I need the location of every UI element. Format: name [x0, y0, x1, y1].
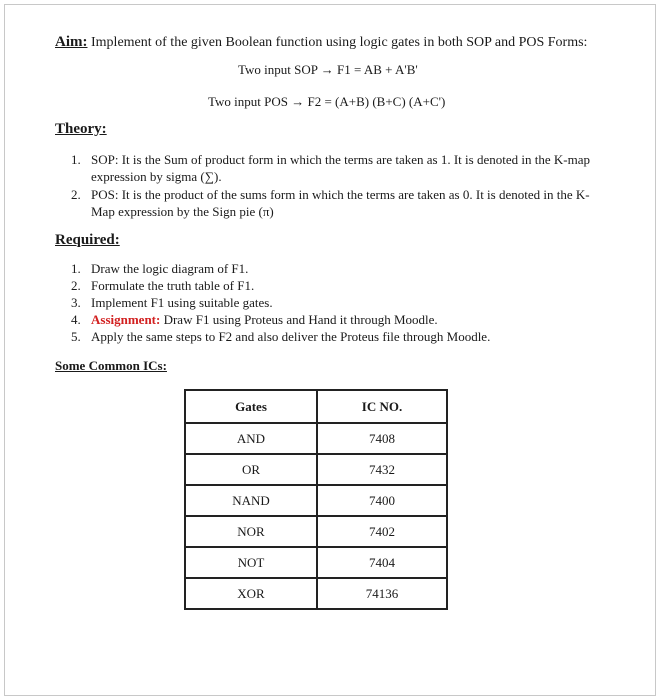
list-text: Implement F1 using suitable gates.: [91, 295, 273, 310]
gate-cell: NAND: [185, 485, 317, 516]
list-number: 2.: [71, 278, 81, 293]
ic-cell: 7404: [317, 547, 447, 578]
assignment-highlight: Assignment:: [91, 312, 161, 327]
theory-heading: Theory:: [55, 121, 107, 137]
table-row: [185, 547, 447, 578]
document-page: [4, 4, 656, 696]
ics-heading: Some Common ICs:: [55, 358, 167, 373]
aim-line: [55, 34, 587, 51]
column-header-gates: Gates: [185, 390, 317, 423]
list-text: POS: It is the product of the sums form in which the terms are taken as 0. It is denoted in the K-Map expression by the Sign pie (π): [91, 187, 590, 219]
gate-cell: NOT: [185, 547, 317, 578]
list-text: [91, 311, 611, 328]
pos-equation: Two input POS → F2 = (A+B) (B+C) (A+C'): [208, 94, 446, 109]
list-text: SOP: It is the Sum of product form in which the terms are taken as 1. It is denoted in the K-map expression by sigma (∑).: [91, 152, 590, 184]
gate-cell: NOR: [185, 516, 317, 547]
table-row: [185, 516, 447, 547]
ic-cell: 7400: [317, 485, 447, 516]
list-number: 2.: [71, 187, 81, 202]
sop-equation: Two input SOP → F1 = AB + A'B': [238, 62, 418, 77]
list-number: 5.: [71, 329, 81, 344]
list-number: 3.: [71, 295, 81, 310]
ic-cell: 7402: [317, 516, 447, 547]
table-row: [185, 423, 447, 454]
aim-label: Aim:: [55, 34, 88, 50]
list-number: 1.: [71, 261, 81, 276]
list-text: Apply the same steps to F2 and also deliver the Proteus file through Moodle.: [91, 329, 491, 344]
gate-cell: OR: [185, 454, 317, 485]
list-text: Draw the logic diagram of F1.: [91, 261, 249, 276]
required-heading: Required:: [55, 232, 120, 248]
aim-text: Implement of the given Boolean function using logic gates in both SOP and POS Forms:: [91, 35, 588, 50]
gate-cell: XOR: [185, 578, 317, 609]
list-number: 1.: [71, 152, 81, 167]
gate-cell: AND: [185, 423, 317, 454]
table-row: [185, 485, 447, 516]
table-row: [185, 578, 447, 609]
table-row: [185, 454, 447, 485]
column-header-ic-no: IC NO.: [317, 390, 447, 423]
ic-cell: 74136: [317, 578, 447, 609]
list-text: Formulate the truth table of F1.: [91, 278, 255, 293]
table-header-row: [185, 390, 447, 423]
assignment-text: Draw F1 using Proteus and Hand it through Moodle.: [160, 312, 438, 327]
ic-cell: 7432: [317, 454, 447, 485]
theory-list: [71, 151, 611, 221]
ic-table: [184, 389, 448, 610]
ic-cell: 7408: [317, 423, 447, 454]
list-number: 4.: [71, 312, 81, 327]
required-list: [71, 260, 611, 350]
